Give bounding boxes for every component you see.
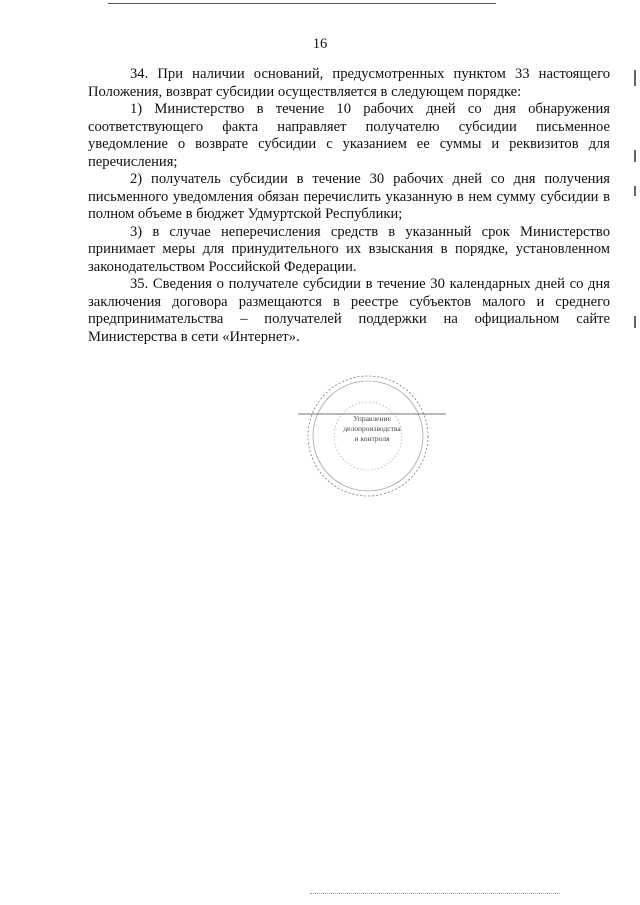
paragraph: 2) получатель субсидии в течение 30 рабочих дней со дня получения письменного уведомления обязан перечислить указанную в нем сумму субсидии в полном объеме в бюджет Удмуртской Республики; (88, 171, 610, 222)
right-edge-mark (634, 70, 636, 86)
stamp-text: делопроизводства (343, 424, 401, 433)
stamp-text: и контроля (354, 434, 390, 443)
paragraph: 34. При наличии оснований, предусмотренных пунктом 33 настоящего Положения, возврат субсидии осуществляется в следующем порядке: (88, 66, 610, 100)
bottom-scan-mark (310, 893, 560, 895)
top-border-line (108, 3, 496, 4)
right-edge-mark (634, 316, 636, 328)
right-edge-mark (634, 186, 636, 196)
paragraph: 35. Сведения о получателе субсидии в течение 30 календарных дней со дня заключения договора размещаются в реестре субъектов малого и среднего предпринимательства – получателей поддержки на официальном сайте Министерства в сети «Интернет». (88, 276, 610, 345)
official-stamp (298, 374, 446, 498)
page-number: 16 (312, 36, 328, 52)
stamp-text: Управление (353, 414, 391, 423)
paragraph: 3) в случае неперечисления средств в указанный срок Министерство принимает меры для принудительного их взыскания в порядке, установленном законодательством Российской Федерации. (88, 223, 610, 275)
document-body (88, 66, 610, 346)
right-edge-mark (634, 150, 636, 162)
paragraph: 1) Министерство в течение 10 рабочих дней со дня обнаружения соответствующего факта направляет получателю субсидии письменное уведомление о возврате субсидии с указанием ее суммы и реквизитов для перечисления; (88, 101, 610, 170)
